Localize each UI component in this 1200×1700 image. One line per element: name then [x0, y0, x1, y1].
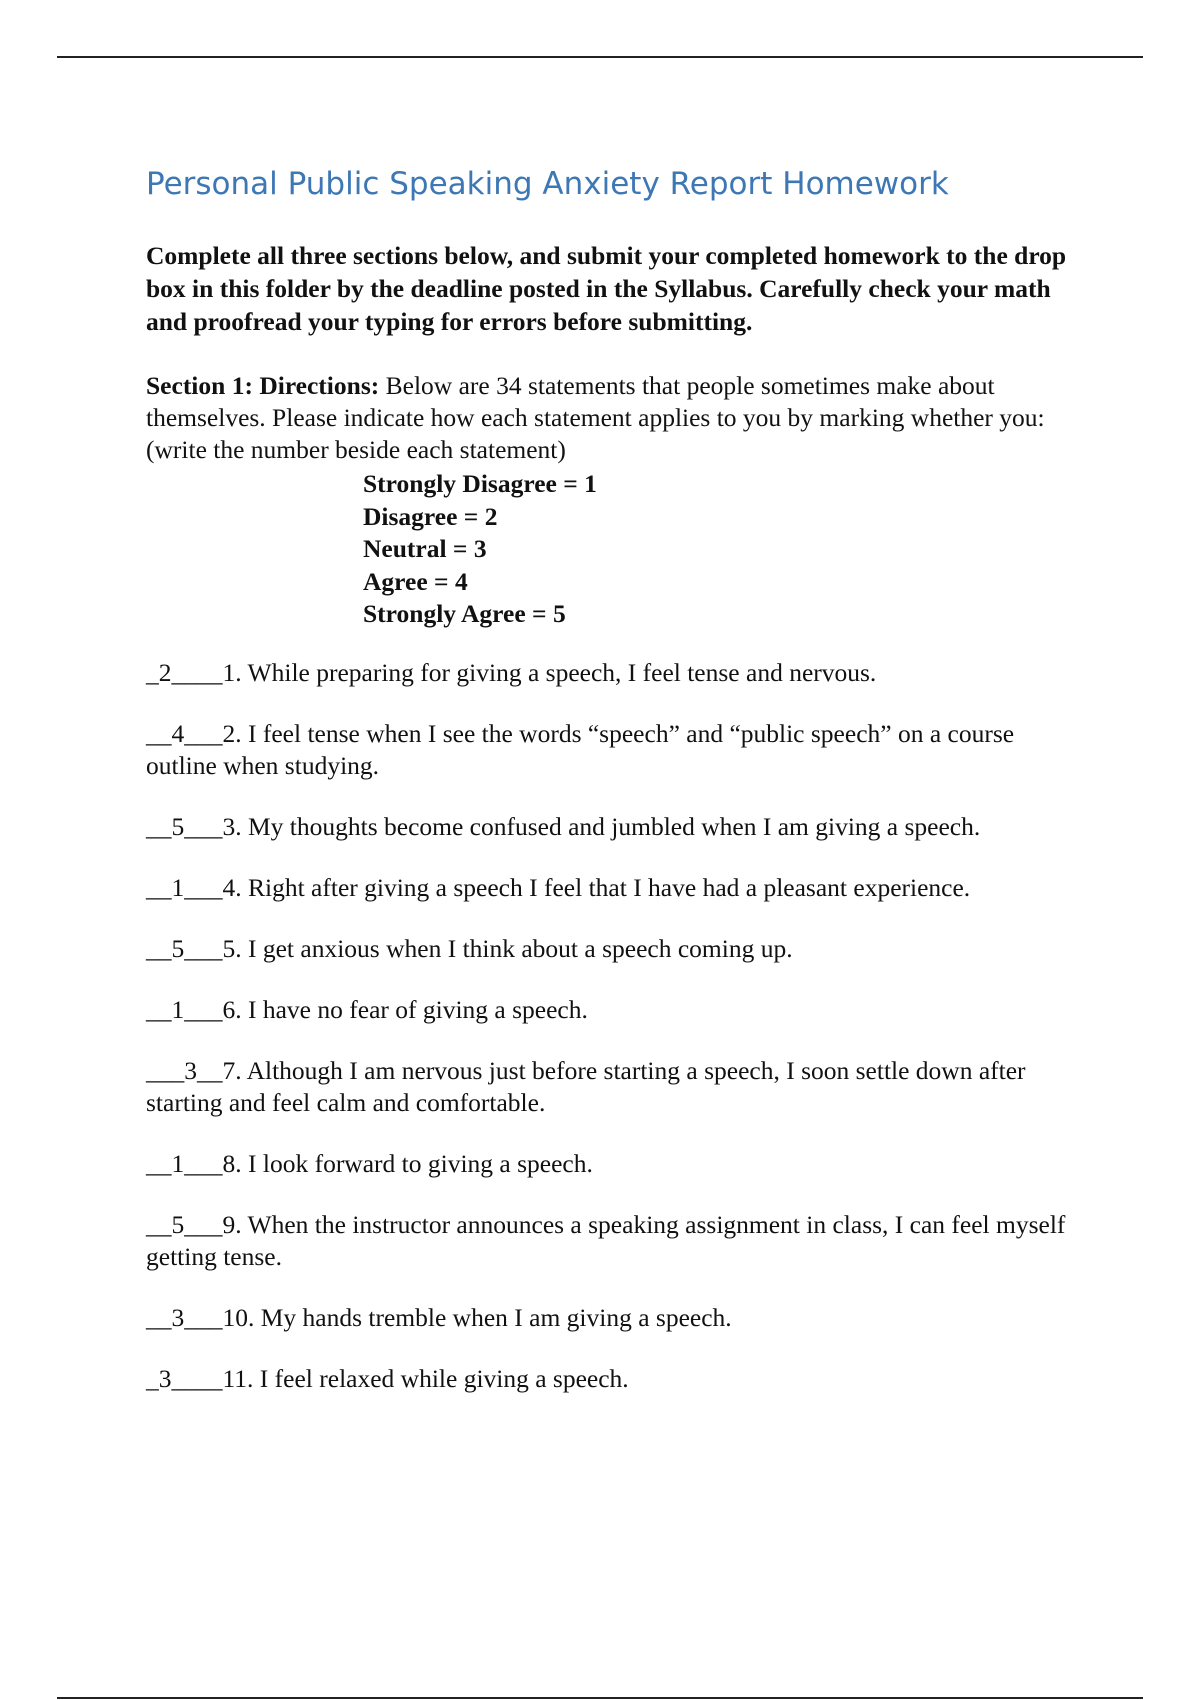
statement-text: 5. I get anxious when I think about a speech coming up. [222, 933, 793, 963]
statement-answer: __5___ [146, 1209, 223, 1239]
statement-answer: __3___ [146, 1302, 223, 1332]
section-1-label: Section 1: Directions: [146, 371, 380, 401]
statement-answer: __5___ [146, 933, 223, 963]
statement-item-2 [146, 718, 1086, 782]
statement-text: 2. I feel tense when I see the words “speech” and “public speech” on a course outline when studying. [146, 718, 1015, 780]
scale-item-strongly-disagree: Strongly Disagree = 1 [363, 469, 597, 499]
statement-item-6 [146, 994, 1086, 1026]
statement-item-5 [146, 933, 1086, 965]
statement-answer: _2____ [146, 657, 223, 687]
statement-item-4 [146, 872, 1086, 904]
statement-text: 11. I feel relaxed while giving a speech. [222, 1363, 629, 1393]
footer-rule [57, 1697, 1143, 1699]
statement-text: 10. My hands tremble when I am giving a speech. [222, 1302, 732, 1332]
statement-item-7 [146, 1055, 1086, 1119]
statement-item-11 [146, 1363, 1086, 1395]
page-title: Personal Public Speaking Anxiety Report Homework [146, 166, 949, 202]
statement-text: 9. When the instructor announces a speaking assignment in class, I can feel myself getting tense. [146, 1209, 1066, 1271]
statement-text: 4. Right after giving a speech I feel that I have had a pleasant experience. [222, 872, 971, 902]
statement-answer: __4___ [146, 718, 223, 748]
statement-answer: __1___ [146, 872, 223, 902]
statement-item-1 [146, 657, 1086, 689]
statement-item-9 [146, 1209, 1086, 1273]
statement-item-3 [146, 811, 1086, 843]
statement-text: 6. I have no fear of giving a speech. [222, 994, 588, 1024]
statement-text: 8. I look forward to giving a speech. [222, 1148, 593, 1178]
statement-list [146, 657, 1086, 1395]
header-rule [57, 56, 1143, 58]
statement-text: 1. While preparing for giving a speech, I feel tense and nervous. [222, 657, 877, 687]
statement-answer: __1___ [146, 1148, 223, 1178]
statement-text: 7. Although I am nervous just before starting a speech, I soon settle down after starting and feel calm and comfortable. [146, 1055, 1026, 1117]
statement-item-10 [146, 1302, 1086, 1334]
statement-answer: ___3__ [146, 1055, 223, 1085]
statement-answer: __1___ [146, 994, 223, 1024]
statement-answer: __5___ [146, 811, 223, 841]
scale-item-disagree: Disagree = 2 [363, 501, 498, 531]
scale-item-neutral: Neutral = 3 [363, 534, 487, 564]
scale-item-agree: Agree = 4 [363, 566, 468, 596]
section-1-directions [146, 370, 1086, 466]
rating-scale [363, 468, 1086, 631]
statement-item-8 [146, 1148, 1086, 1180]
section-1-text: Below are 34 statements that people sometimes make about themselves. Please indicate how each statement applies to you by marking whether you: (write the number beside each statement) [146, 371, 1045, 465]
statement-answer: _3____ [146, 1363, 223, 1393]
statement-text: 3. My thoughts become confused and jumbled when I am giving a speech. [222, 811, 981, 841]
homework-instructions: Complete all three sections below, and submit your completed homework to the drop box in this folder by the deadline posted in the Syllabus. Carefully check your math and proofread your typing for errors before submitting. [146, 241, 1067, 337]
scale-item-strongly-agree: Strongly Agree = 5 [363, 599, 566, 629]
document-page [146, 166, 1086, 1424]
